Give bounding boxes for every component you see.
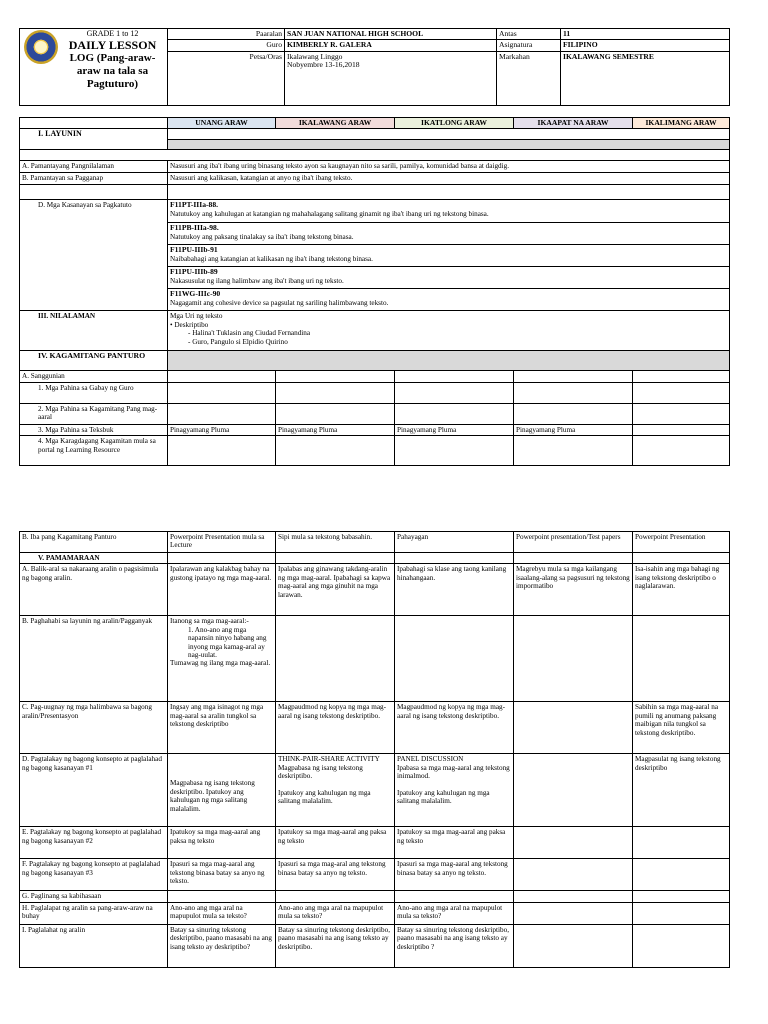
nilalaman-line-1: Mga Uri ng teksto [170,312,223,321]
pagtalakay-1-day-3 [395,754,514,827]
balik-aral-day-4: Magrebyu mula sa mga kailangang isaalang-alang sa pagsusuri ng tekstong impormatibo [514,564,633,616]
pagtalakay-2-day-5 [633,827,730,859]
cell [276,891,395,902]
paaralan-value: SAN JUAN NATIONAL HIGH SCHOOL [285,29,497,40]
nilalaman-line-2: • Deskriptibo [170,320,209,329]
cell [168,891,276,902]
competency-3 [168,245,730,267]
kasanayan-label: D. Mga Kasanayan sa Pagkatuto [20,200,168,311]
cell [633,403,730,424]
pagtalakay-2-day-1: Ipatukoy sa mga mag-aaral ang paksa ng teksto [168,827,276,859]
competency-5 [168,289,730,311]
cell [514,754,633,827]
paglalapat-day-2: Ano-ano ang mga aral na mapupulot mula sa teksto? [276,902,395,924]
cell [514,553,633,564]
think-pair-share-title: THINK-PAIR-SHARE ACTIVITY [278,755,380,764]
cell [514,436,633,466]
day-header-4: IKAAPAT NA ARAW [514,118,633,129]
title-main: DAILY LESSON [68,38,157,53]
cell [395,436,514,466]
pagtalakay-3-day-2: Ipasuri sa mga mag-aral ang tekstong binasa batay sa anyo ng teksto. [276,859,395,891]
competency-5-code: F11WG-IIIc-90 [170,289,221,299]
balik-aral-day-2: Ipalabas ang ginawang takdang-aralin ng mga mag-aaral. Ipabahagi sa kapwa mag-aaral ang mga ginuhit na mga larawan. [276,564,395,616]
lesson-table-part1 [19,117,730,466]
cell [395,553,514,564]
layunin-heading: I. LAYUNIN [20,129,168,150]
pagtalakay-1-day-1-text: Magpabasa ng isang tekstong deskriptibo. Ipatukoy ang kahulugan ng mga salitang malalalim. [170,779,255,813]
pagtalakay-3-day-4 [514,859,633,891]
pamantayang-nilalaman-text: Nasusuri ang iba't ibang uring binasang teksto ayon sa kaugnayan nito sa sarili, pamilya, komunidad bansa at daigdig. [168,161,730,173]
asignatura-value: FILIPINO [561,40,730,51]
pagtalakay-2-day-3: Ipatukoy sa mga mag-aaral ang paksa ng teksto [395,827,514,859]
cell [514,403,633,424]
cell [395,371,514,382]
cell [276,382,395,403]
nilalaman-label: III. NILALAMAN [20,311,168,351]
teksbuk-cell-5 [633,424,730,435]
cell [276,616,395,702]
grade-label: GRADE 1 to 12 [86,29,139,38]
cell [633,616,730,702]
competency-4 [168,267,730,289]
competency-4-code: F11PU-IIIb-89 [170,267,218,277]
asignatura-label: Asignatura [497,40,561,51]
iba-pang-kagamitan-label: B. Iba pang Kagamitang Panturo [20,532,168,553]
paghahabi-end: Tumawag ng ilang mga mag-aaral. [170,659,271,668]
cell [395,891,514,902]
petsa-date: Nobyembre 13-16,2018 [287,60,360,70]
cell [514,371,633,382]
paghahabi-day-1 [168,616,276,702]
competency-1-code: F11PT-IIIa-88. [170,200,219,210]
cell [168,553,276,564]
kagamitan-gray-band [168,351,730,371]
spacer-right [168,185,730,200]
pagtalakay-1-day-1 [168,754,276,827]
pamamaraan-heading: V. PAMAMARAAN [20,553,168,564]
cell [633,371,730,382]
pagtalakay-2-day-4 [514,827,633,859]
cell [168,403,276,424]
kagamitan-day-5: Powerpoint Presentation [633,532,730,553]
pagtalakay-3-day-5 [633,859,730,891]
nilalaman-content [168,311,730,351]
paghahabi-intro: Itanong sa mga mag-aaral:- [170,617,249,626]
lesson-table-part2 [19,531,730,968]
think-pair-share-text-2: Ipatukoy ang kahulugan ng mga salitang malalalim. [278,788,371,806]
title-sub: LOG (Pang-araw-araw na tala sa Pagtuturo) [69,52,156,91]
paghahabi-item: 1. Ano-ano ang mga napansin ninyo habang ang inyong mga kamag-aral ay nag-uulat. [188,625,267,660]
pagtalakay-3-day-1: Ipasuri sa mga mag-aaral ang tekstong binasa batay sa anyo ng teksto. [168,859,276,891]
cell [395,616,514,702]
paglalahat-day-2: Batay sa sinuring tekstong deskriptibo, paano masasabi na ang isang teksto ay deskriptibo. [276,924,395,967]
teksbuk-cell-2: Pinagyamang Pluma [276,424,395,435]
paglalapat-day-3: Ano-ano ang mga aral na mapupulot mula sa teksto? [395,902,514,924]
teksbuk-cell-1: Pinagyamang Pluma [168,424,276,435]
pag-uugnay-day-5: Sabihin sa mga mag-aaral na pumili ng anumang paksang maibigan nila tungkol sa tekstong deskriptibo. [633,702,730,754]
competency-1-text: Natutukoy ang kahulugan at katangian ng mahahalagang salitang ginamit ng iba't ibang uri ng tekstong binasa. [170,209,489,218]
competency-3-text: Naibabahagi ang katangian at kalikasan ng iba't ibang tekstong binasa. [170,254,373,263]
sanggunian-label: A. Sanggunian [20,371,168,382]
pag-uugnay-day-4 [514,702,633,754]
petsa-linggo: Ikalawang Linggo [287,51,343,61]
think-pair-share-text: Magpabasa ng isang tekstong deskriptibo. [278,763,363,781]
kagamitan-day-2: Sipi mula sa tekstong babasahin. [276,532,395,553]
cell [633,553,730,564]
pag-uugnay-label: C. Pag-uugnay ng mga halimbawa sa bagong aralin/Presentasyon [20,702,168,754]
paglalapat-day-4 [514,902,633,924]
balik-aral-label: A. Balik-aral sa nakaraang aralin o pagsisimula ng bagong aralin. [20,564,168,616]
day-header-blank [20,118,168,129]
pamantayan-pagganap-label: B. Pamantayan sa Pagganap [20,173,168,185]
cell [395,403,514,424]
paglalapat-day-1: Ano-ano ang mga aral na mapupulot mula sa teksto? [168,902,276,924]
cell [514,382,633,403]
pag-uugnay-day-1: Ingsay ang mga isinagot ng mga mag-aaral sa aralin tungkol sa tekstong deskriptibo [168,702,276,754]
day-header-2: IKALAWANG ARAW [276,118,395,129]
teksbuk-cell-3: Pinagyamang Pluma [395,424,514,435]
paglalapat-day-5 [633,902,730,924]
layunin-blank [168,129,730,140]
pamantayang-nilalaman-label: A. Pamantayang Pangnilalaman [20,161,168,173]
day-header-1: UNANG ARAW [168,118,276,129]
guro-label: Guro [168,40,285,51]
nilalaman-line-3: - Halina't Tuklasin ang Ciudad Fernandina [188,329,311,338]
paaralan-label: Paaralan [168,29,285,40]
kagamitan-label: IV. KAGAMITANG PANTURO [20,351,168,371]
competency-2 [168,223,730,245]
pagtalakay-2-day-2: Ipatukoy sa mga mag-aaral ang paksa ng teksto [276,827,395,859]
cell [168,436,276,466]
cell [276,553,395,564]
paglalahat-day-5 [633,924,730,967]
petsa-label: Petsa/Oras [168,51,285,105]
header-table [19,28,730,106]
balik-aral-day-3: Ipabahagi sa klase ang taong kanilang hinahangaan. [395,564,514,616]
cell [633,436,730,466]
nilalaman-line-4: - Guro, Pangulo si Elpidio Quirino [188,337,288,346]
paghahabi-label: B. Paghahabi sa layunin ng aralin/Pagganyak [20,616,168,702]
kagamitan-day-1: Powerpoint Presentation mula sa Lecture [168,532,276,553]
competency-1 [168,200,730,223]
paglalahat-day-1: Batay sa sinuring tekstong deskriptibo, paano masasabi na ang isang teksto ay deskriptibo? [168,924,276,967]
balik-aral-day-1: Ipalarawan ang kalakbag bahay na gustong ipatayo ng mga mag-aaral. [168,564,276,616]
cell [633,382,730,403]
cell [168,371,276,382]
paglalahat-day-4 [514,924,633,967]
paglinang-label: G. Paglinang sa kabihasaan [20,891,168,902]
day-header-5: IKALIMANG ARAW [633,118,730,129]
pagtalakay-2-label: E. Pagtalakay ng bagong konsepto at paglalahad ng bagong kasanayan #2 [20,827,168,859]
cell [514,616,633,702]
karagdagang-kagamitan-label: 4. Mga Karagdagang Kagamitan mula sa portal ng Learning Resource [20,436,168,466]
cell [633,891,730,902]
kagamitan-day-3: Pahayagan [395,532,514,553]
baitang-value: 11 [561,29,730,40]
cell [514,891,633,902]
guro-value: KIMBERLY R. GALERA [285,40,497,51]
paglalapat-label: H. Paglalapat ng aralin sa pang-araw-araw na buhay [20,902,168,924]
pag-uugnay-day-3: Magpaudmod ng kopya ng mga mag-aaral ng isang tekstong deskriptibo. [395,702,514,754]
balik-aral-day-5: Isa-isahin ang mga bahagi ng isang tekstong deskriptibo o naglalarawan. [633,564,730,616]
panel-discussion-text: Ipabasa sa mga mag-aaral ang tekstong inimalmod. [397,763,510,781]
competency-3-code: F11PU-IIIb-91 [170,245,218,255]
markahan-value: IKALAWANG SEMESTRE [561,51,730,105]
cell [276,436,395,466]
title-cell [20,29,168,106]
panel-discussion-text-2: Ipatukoy ang kahulugan ng mga salitang malalalim. [397,788,490,806]
competency-5-text: Nagagamit ang cohesive device sa pagsulat ng sariling halimbawang teksto. [170,298,389,307]
cell [276,371,395,382]
pag-uugnay-day-2: Magpaudmod ng kopya ng mga mag-aaral ng isang tekstong deskriptibo. [276,702,395,754]
cell [276,403,395,424]
day-header-3: IKATLONG ARAW [395,118,514,129]
pagtalakay-1-day-2 [276,754,395,827]
pagtalakay-3-day-3: Ipasuri sa mga mag-aaral ang tekstong binasa batay sa anyo ng teksto. [395,859,514,891]
layunin-gray-band [168,140,730,150]
pagtalakay-3-label: F. Pagtalakay ng bagong konsepto at paglalahad ng bagong kasanayan #3 [20,859,168,891]
baitang-label: Antas [497,29,561,40]
pagtalakay-1-label: D. Pagtalakay ng bagong konsepto at paglalahad ng bagong kasanayan #1 [20,754,168,827]
gabay-guro-label: 1. Mga Pahina sa Gabay ng Guro [20,382,168,403]
cell [168,382,276,403]
cell [395,382,514,403]
kagamitan-day-4: Powerpoint presentation/Test papers [514,532,633,553]
paglalahat-label: I. Paglalahat ng aralin [20,924,168,967]
kagamitang-mag-aaral-label: 2. Mga Pahina sa Kagamitang Pang mag-aaral [20,403,168,424]
teksbuk-label: 3. Mga Pahina sa Teksbuk [20,424,168,435]
petsa-value [285,51,497,105]
competency-2-code: F11PB-IIIa-98. [170,223,219,233]
paglalahat-day-3: Batay sa sinuring tekstong deskriptibo, paano masasabi na ang isang teksto ay deskriptibo ? [395,924,514,967]
competency-2-text: Natutukoy ang paksang tinalakay sa iba't ibang tekstong binasa. [170,232,354,241]
pagtalakay-1-day-5: Magpasulat ng isang tekstong deskriptibo [633,754,730,827]
panel-discussion-title: PANEL DISCUSSION [397,755,464,764]
teksbuk-cell-4: Pinagyamang Pluma [514,424,633,435]
markahan-label: Markahan [497,51,561,105]
pamantayan-pagganap-text: Nasusuri ang kalikasan, katangian at anyo ng iba't ibang teksto. [168,173,730,185]
spacer-left [20,185,168,200]
spacer-row [20,150,730,161]
competency-4-text: Nakasusulat ng ilang halimbaw ang iba't ibang uri ng teksto. [170,276,344,285]
